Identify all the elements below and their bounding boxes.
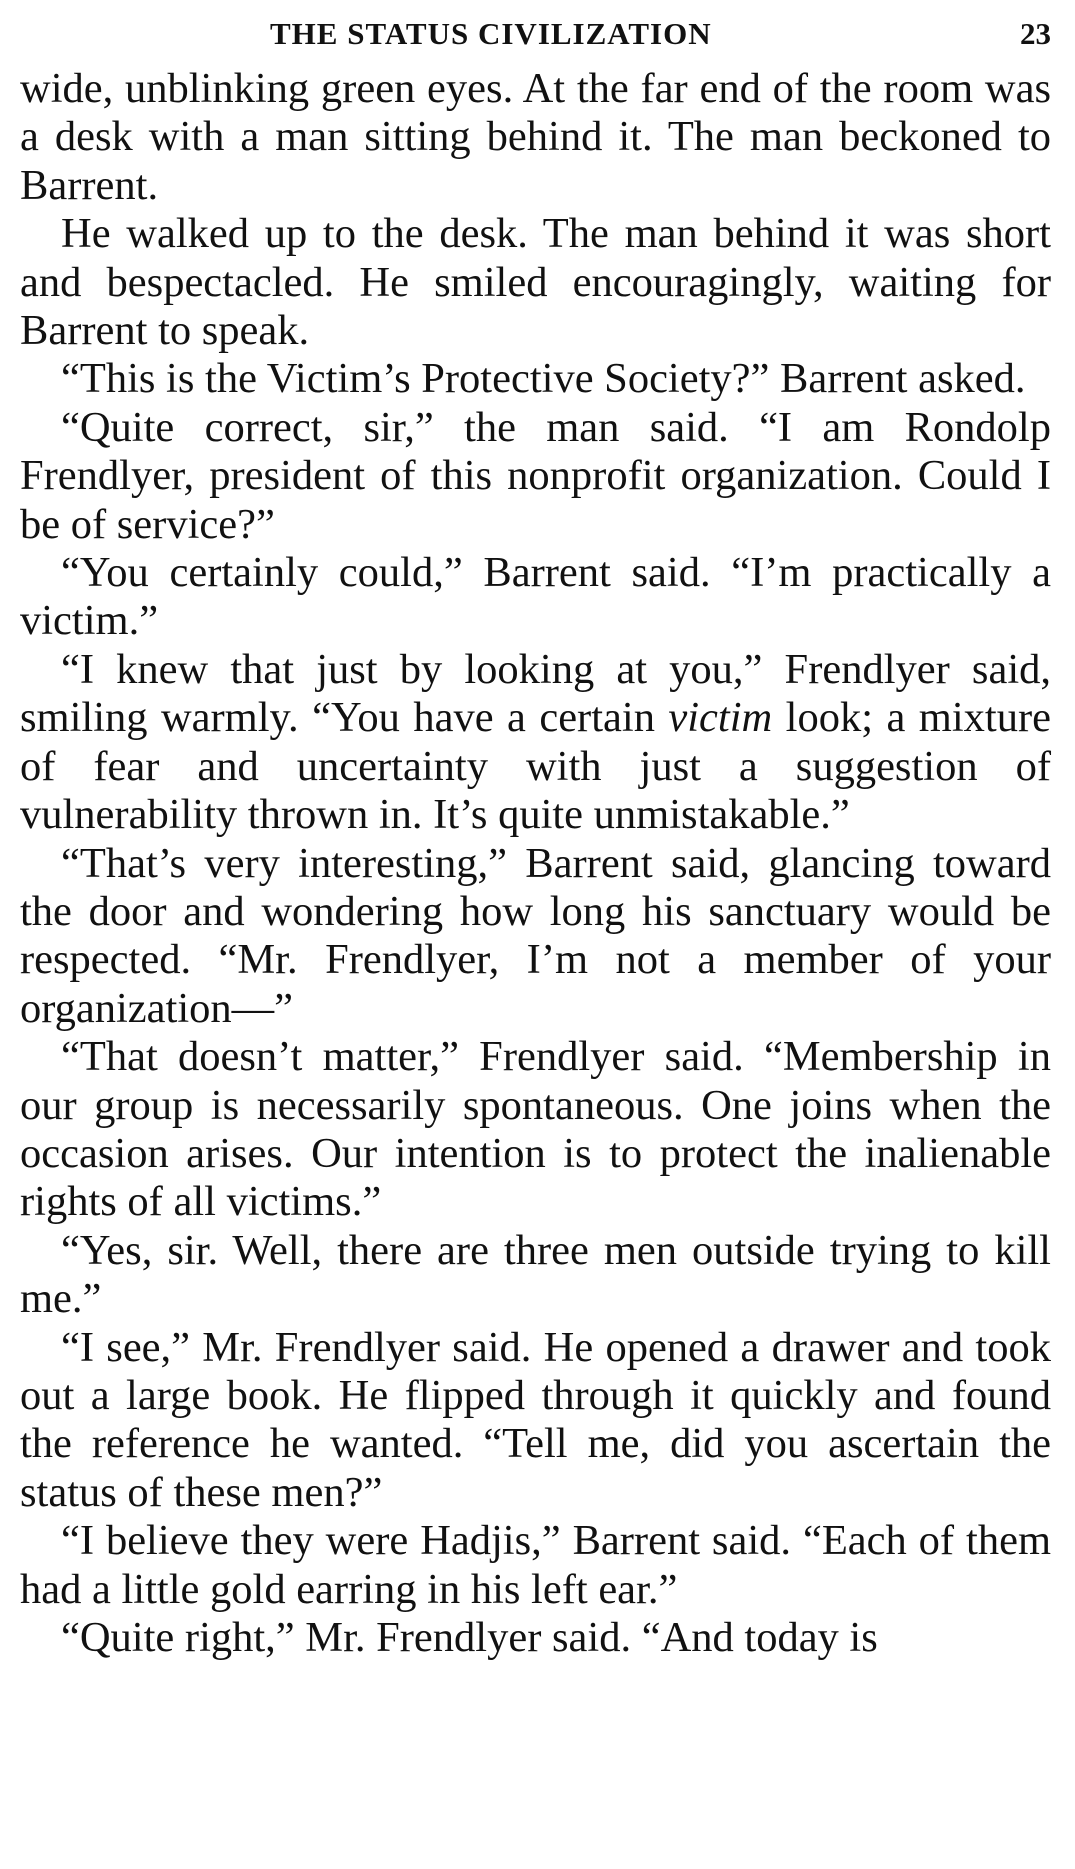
paragraph-2: He walked up to the desk. The man behind it was short and bespectacled. He smiled encouragingly, waiting for Barrent to speak. <box>20 210 1051 355</box>
paragraph-6-start: “I knew that just by looking at you,” Frendlyer said, smiling warmly. “You have a certain <box>20 645 1051 742</box>
paragraph-6-end: look; a mixture of fear and uncertainty with just a suggestion of vulnerability thrown in. It’s quite unmistakable.” <box>20 694 1051 839</box>
body-text <box>20 65 1051 1662</box>
paragraph-1: wide, unblinking green eyes. At the far end of the room was a desk with a man sitting behind it. The man beckoned to Barrent. <box>20 65 1051 209</box>
paragraph-12: “Quite right,” Mr. Frendlyer said. “And today is <box>61 1614 878 1661</box>
running-header <box>20 8 1051 60</box>
paragraph-10: “I see,” Mr. Frendlyer said. He opened a drawer and took out a large book. He flipped through it quickly and found the reference he wanted. “Tell me, did you ascertain the status of these men?” <box>20 1323 1051 1516</box>
paragraph-3: “This is the Victim’s Protective Society?” Barrent asked. <box>61 355 1026 403</box>
paragraph-9: “Yes, sir. Well, there are three men outside trying to kill me.” <box>20 1226 1051 1323</box>
page-number: 23 <box>1020 16 1051 51</box>
paragraph-4: “Quite correct, sir,” the man said. “I am Rondolp Frendlyer, president of this nonprofit organization. Could I be of service?” <box>20 403 1051 548</box>
paragraph-11: “I believe they were Hadjis,” Barrent said. “Each of them had a little gold earring in his left ear.” <box>20 1517 1051 1613</box>
paragraph-7: “That’s very interesting,” Barrent said, glancing toward the door and wondering how long his sanctuary would be respected. “Mr. Frendlyer, I’m not a member of your organization—” <box>20 839 1051 1032</box>
paragraph-6 <box>20 646 1051 840</box>
emphasized-word: victim <box>668 694 773 742</box>
paragraph-5: “You certainly could,” Barrent said. “I’m practically a victim.” <box>20 549 1051 645</box>
running-title: THE STATUS CIVILIZATION <box>270 16 712 51</box>
paragraph-8: “That doesn’t matter,” Frendlyer said. “Membership in our group is necessarily spontaneous. One joins when the occasion arises. Our intention is to protect the inalienable rights of all victims.” <box>20 1033 1051 1226</box>
